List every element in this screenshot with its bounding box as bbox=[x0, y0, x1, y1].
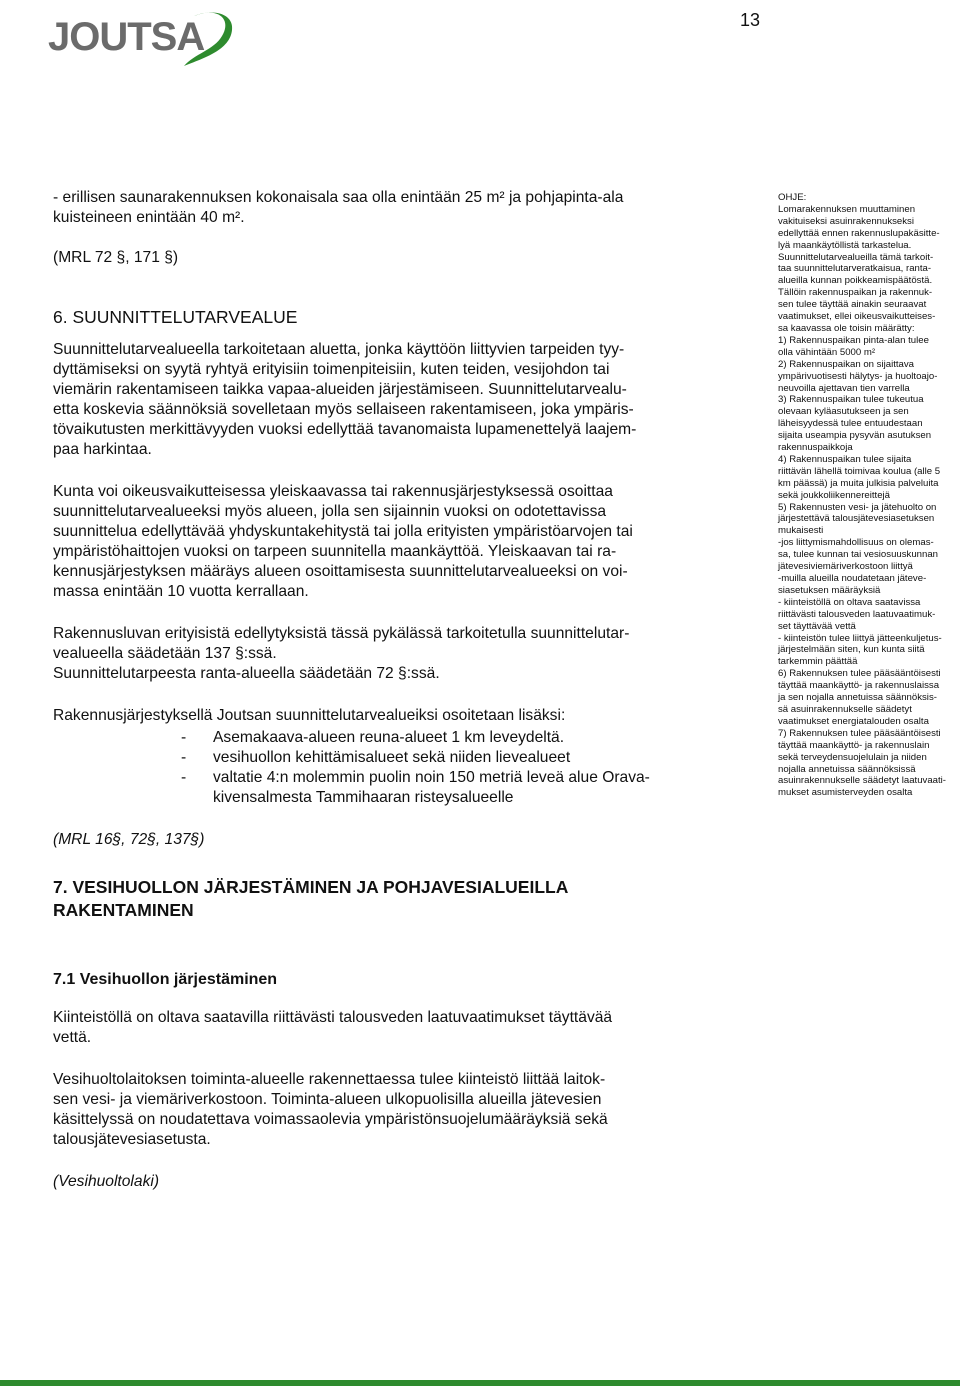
sidebar-line: neuvoilla ajettavan tien varrella bbox=[778, 382, 910, 394]
sidebar-line: sa, tulee kunnan tai vesiosuuskunnan bbox=[778, 549, 939, 561]
sidebar-line: sä asuinrakennukselle säädetyt bbox=[778, 703, 912, 715]
text-line: vealueella säädetään 137 §:ssä. bbox=[53, 645, 277, 662]
footer-rule bbox=[0, 1380, 960, 1386]
text-line: suunnittelua edellyttävää yhdyskuntakehitystä tai jolla erityisten ympäristöarvojen tai bbox=[53, 523, 633, 540]
text-line: tövaikutusten merkittävyyden vuoksi edellyttää tavanomaista lupamenettelyä laajem- bbox=[53, 421, 637, 438]
section-7-1-heading: 7.1 Vesihuollon järjestäminen bbox=[53, 971, 278, 988]
text-line: käsittelyssä on noudatettava voimassaolevia ympäristönsuojelumääräyksiä sekä bbox=[53, 1111, 608, 1128]
sidebar-line: jätevesiviemäriverkostoon liittyä bbox=[778, 561, 913, 573]
text-line: ympäristöhaittojen vuoksi on tarpeen suunnitella maankäyttöä. Yleiskaavan tai ra- bbox=[53, 543, 617, 560]
sidebar-line: - kiinteistöllä on oltava saatavissa bbox=[778, 596, 921, 608]
text-line: vettä. bbox=[53, 1029, 92, 1046]
section-7-reference: (Vesihuoltolaki) bbox=[53, 1173, 160, 1190]
text-line: Suunnittelutarvealueella tarkoitetaan aluetta, jonka käyttöön liittyvien tarpeiden tyy- bbox=[53, 341, 625, 358]
sidebar-line: olla vähintään 5000 m² bbox=[778, 346, 876, 358]
sidebar-line: vakituiseksi asuinrakennukseksi bbox=[778, 215, 914, 227]
list-item: - vesihuollon kehittämisalueet sekä niiden lievealueet bbox=[181, 749, 571, 766]
text-line: Rakennusluvan erityisistä edellytyksistä tässä pykälässä tarkoitetulla suunnittelutar- bbox=[53, 625, 630, 642]
sidebar-line: riittävästi talousveden laatuvaatimuk- bbox=[778, 608, 936, 620]
sidebar-line: 5) Rakennusten vesi- ja jätehuolto on bbox=[778, 501, 937, 513]
list-item-text: valtatie 4:n molemmin puolin noin 150 metriä leveä alue Orava- bbox=[213, 769, 650, 786]
svg-text:JOUTSA: JOUTSA bbox=[48, 15, 205, 59]
sidebar-line: 1) Rakennuspaikan pinta-alan tulee bbox=[778, 334, 929, 346]
sidebar-line: täyttää maankäyttö- ja rakennuslaissa bbox=[778, 680, 940, 692]
text-line: talousjätevesiasetusta. bbox=[53, 1131, 211, 1148]
sidebar-line: vaatimukset energiatalouden osalta bbox=[778, 715, 929, 727]
text-line: massa enintään 10 vuotta kerrallaan. bbox=[53, 583, 309, 600]
section-7-heading-line-2: RAKENTAMINEN bbox=[53, 900, 194, 920]
list-item: - valtatie 4:n molemmin puolin noin 150 metriä leveä alue Orava- kivensalmesta Tammihaaran risteysalueelle bbox=[181, 769, 650, 806]
sidebar-line: -muilla alueilla noudatetaan jäteve- bbox=[778, 573, 927, 584]
sidebar-line: järjestettävä talousjätevesiasetuksen bbox=[778, 513, 935, 525]
sidebar-line: riittävän lähellä toimivaa koulua (alle 5 bbox=[778, 465, 941, 477]
sidebar-line: Lomarakennuksen muuttaminen bbox=[778, 203, 916, 215]
section-7-paragraph-2 bbox=[53, 1070, 713, 1150]
joutsa-logo bbox=[44, 6, 234, 70]
guidance-sidebar bbox=[778, 192, 960, 799]
sidebar-line: 7) Rakennuksen tulee pääsääntöisesti bbox=[778, 727, 941, 739]
sidebar-line: alueilla kunnan poikkeamispäätöstä. bbox=[778, 275, 933, 287]
section-7-heading-line-1: 7. VESIHUOLLON JÄRJESTÄMINEN JA POHJAVESIALUEILLA bbox=[53, 877, 569, 897]
text-line: viemärin rakentamiseen taikka vapaa-alueiden järjestämiseen. Suunnittelutarvealu- bbox=[53, 381, 627, 398]
sidebar-line: sen tulee täyttää ainakin seuraavat bbox=[778, 299, 927, 311]
intro-line-1: - erillisen saunarakennuksen kokonaisala saa olla enintään 25 m² ja pohjapinta-ala bbox=[53, 189, 624, 206]
list-item: - Asemakaava-alueen reuna-alueet 1 km leveydeltä. bbox=[181, 729, 565, 746]
text-line: Vesihuoltolaitoksen toiminta-alueelle rakennettaessa tulee kiinteistö liittää laitok- bbox=[53, 1071, 606, 1088]
sidebar-line: siasetuksen määräyksiä bbox=[778, 584, 881, 596]
sidebar-line: läheisyydessä tulee entuudestaan bbox=[778, 418, 923, 430]
section-6-paragraph-2 bbox=[53, 482, 713, 602]
sidebar-line: lyä maankäytöllistä tarkastelua. bbox=[778, 239, 912, 251]
text-line: paa harkintaa. bbox=[53, 441, 152, 458]
intro-line-2: kuisteineen enintään 40 m². bbox=[53, 209, 245, 226]
sidebar-line: olevaan kyläasutukseen ja sen bbox=[778, 406, 909, 418]
sidebar-line: järjestelmään siten, kun kunta siitä bbox=[778, 644, 925, 656]
sidebar-line: 6) Rakennuksen tulee pääsääntöisesti bbox=[778, 668, 941, 680]
sidebar-line: mukaisesti bbox=[778, 525, 824, 537]
list-item-text-continued: kivensalmesta Tammihaaran risteysalueelle bbox=[213, 789, 514, 806]
sidebar-line: vaatimukset, ellei oikeusvaikutteises- bbox=[778, 311, 936, 323]
sidebar-line: sekä terveydensuojelulain ja niiden bbox=[778, 751, 927, 763]
section-7-paragraph-1 bbox=[53, 1008, 713, 1048]
sidebar-line: rakennuspaikkoja bbox=[778, 442, 853, 454]
text-line: Kunta voi oikeusvaikutteisessa yleiskaavassa tai rakennusjärjestyksessä osoittaa bbox=[53, 483, 613, 500]
section-6-heading: 6. SUUNNITTELUTARVEALUE bbox=[53, 307, 298, 327]
designated-areas-list bbox=[53, 728, 713, 808]
text-line: sen vesi- ja viemäriverkostoon. Toiminta-alueen ulkopuolisilla alueilla jätevesien bbox=[53, 1091, 602, 1108]
text-line: etta koskevia säännöksiä sovelletaan myös sellaiseen rakentamiseen, joka ympäris- bbox=[53, 401, 634, 418]
sidebar-line: 4) Rakennuspaikan tulee sijaita bbox=[778, 453, 912, 465]
sidebar-line: tarkemmin päättää bbox=[778, 656, 858, 668]
list-item-text: vesihuollon kehittämisalueet sekä niiden lievealueet bbox=[213, 749, 571, 766]
sidebar-line: täyttää maankäyttö- ja rakennuslain bbox=[778, 739, 930, 751]
sidebar-line: edellyttää ennen rakennuslupakäsitte- bbox=[778, 227, 940, 239]
sidebar-line: ympärivuotisesti hälytys- ja huoltoajo- bbox=[778, 370, 938, 382]
sidebar-title: OHJE: bbox=[778, 192, 807, 203]
text-line: Kiinteistöllä on oltava saatavilla riittävästi talousveden laatuvaatimukset täyttävää bbox=[53, 1009, 613, 1026]
logo-graphic bbox=[44, 6, 234, 70]
sidebar-line: asuinrakennukselle säädetyt laatuvaati- bbox=[778, 775, 946, 787]
sidebar-line: Suunnittelutarvealueilla tämä tarkoit- bbox=[778, 251, 934, 263]
text-line: suunnittelutarvealueeksi myös alueen, jolla sen sijainnin vuoksi on odotettavissa bbox=[53, 503, 607, 520]
sidebar-line: -jos liittymismahdollisuus on olemas- bbox=[778, 537, 934, 549]
page-number: 13 bbox=[739, 10, 760, 30]
sidebar-line: Tällöin rakennuspaikan ja rakennuk- bbox=[778, 287, 933, 299]
sidebar-line: set täyttävää vettä bbox=[778, 620, 856, 632]
section-6-reference: (MRL 16§, 72§, 137§) bbox=[53, 831, 205, 848]
sidebar-line: 3) Rakennuspaikan tulee tukeutua bbox=[778, 394, 924, 406]
text-line: kennusjärjestyksen määräys alueen osoittamisesta suunnittelutarvealueeksi on voi- bbox=[53, 563, 628, 580]
section-6-list-intro: Rakennusjärjestyksellä Joutsan suunnittelutarvealueiksi osoitetaan lisäksi: bbox=[53, 707, 566, 724]
sidebar-line: km päässä) ja muita julkisia palveluita bbox=[778, 477, 939, 489]
sidebar-line: sekä joukkoliikennereittejä bbox=[778, 489, 890, 501]
sidebar-line: sijaita useampia pysyvän asutuksen bbox=[778, 430, 932, 442]
sidebar-line: - kiinteistön tulee liittyä jätteenkuljetus- bbox=[778, 632, 942, 644]
section-6-paragraph-1 bbox=[53, 340, 713, 460]
sidebar-line: mukset asumisterveyden osalta bbox=[778, 787, 913, 799]
sidebar-line: ja sen nojalla annetuissa säännöksis- bbox=[778, 692, 937, 704]
section-6-paragraph-3 bbox=[53, 624, 713, 684]
sidebar-line: nojalla annetuissa säännöksissä bbox=[778, 763, 916, 775]
list-item-text: Asemakaava-alueen reuna-alueet 1 km leveydeltä. bbox=[213, 729, 565, 746]
text-line: Suunnittelutarpeesta ranta-alueella säädetään 72 §:ssä. bbox=[53, 665, 440, 682]
text-line: dyttämiseksi on syytä ryhtyä erityisiin toimenpiteisiin, kuten teiden, vesijohdon tai bbox=[53, 361, 610, 378]
sidebar-line: 2) Rakennuspaikan on sijaittava bbox=[778, 358, 914, 370]
intro-reference: (MRL 72 §, 171 §) bbox=[53, 249, 179, 266]
sidebar-line: taa suunnittelutarveratkaisua, ranta- bbox=[778, 263, 932, 275]
main-content bbox=[53, 188, 713, 1192]
sidebar-line: sa kaavassa ole toisin määrätty: bbox=[778, 322, 915, 334]
